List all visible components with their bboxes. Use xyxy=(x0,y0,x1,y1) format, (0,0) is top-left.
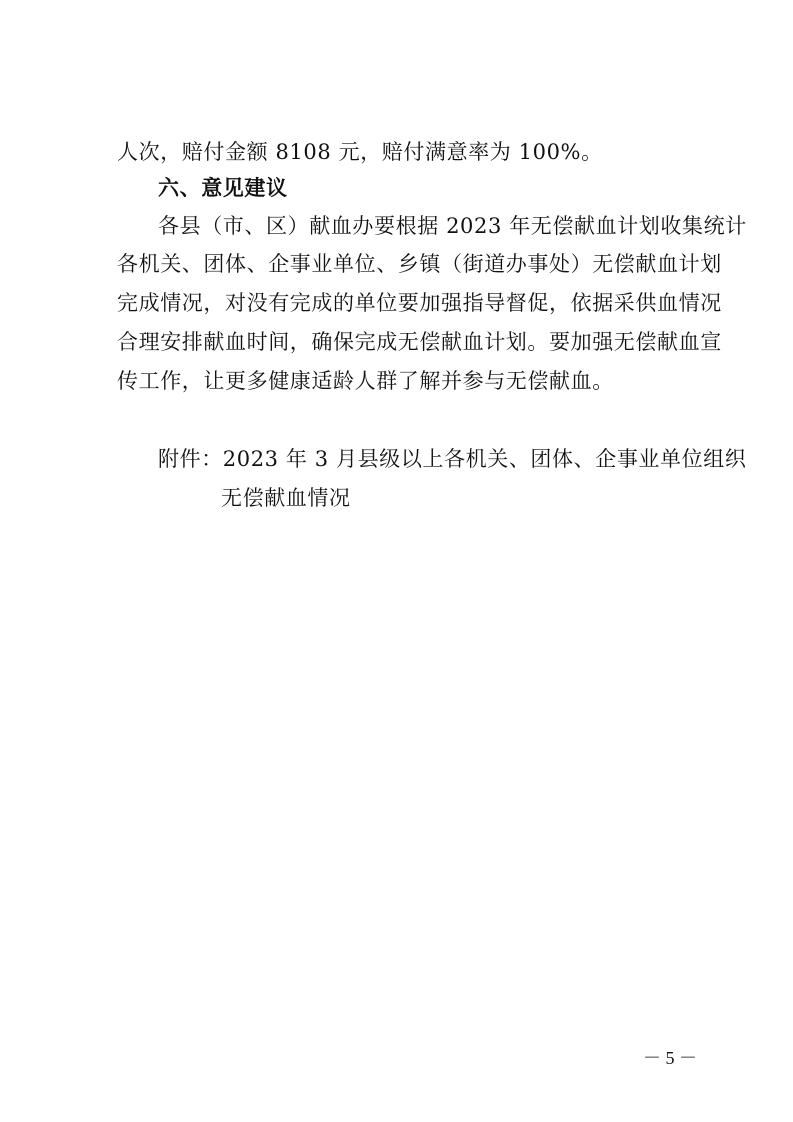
intro-line: 人次，赔付金额 8108 元，赔付满意率为 100%。 xyxy=(117,140,603,164)
attachment-line-2: 无偿献血情况 xyxy=(221,486,351,510)
paragraph-line-5: 传工作，让更多健康适龄人群了解并参与无偿献血。 xyxy=(117,369,614,393)
attachment-line-1: 附件：2023 年 3 月县级以上各机关、团体、企事业单位组织 xyxy=(158,447,747,471)
paragraph-line-1: 各县（市、区）献血办要根据 2023 年无偿献血计划收集统计 xyxy=(158,214,747,238)
paragraph-line-2: 各机关、团体、企事业单位、乡镇（街道办事处）无偿献血计划 xyxy=(117,252,722,276)
page-number: － 5 － xyxy=(643,1048,697,1068)
paragraph-line-4: 合理安排献血时间，确保完成无偿献血计划。要加强无偿献血宣 xyxy=(117,330,722,354)
paragraph-line-3: 完成情况，对没有完成的单位要加强指导督促，依据采供血情况 xyxy=(117,291,722,315)
section-heading: 六、意见建议 xyxy=(158,176,288,200)
